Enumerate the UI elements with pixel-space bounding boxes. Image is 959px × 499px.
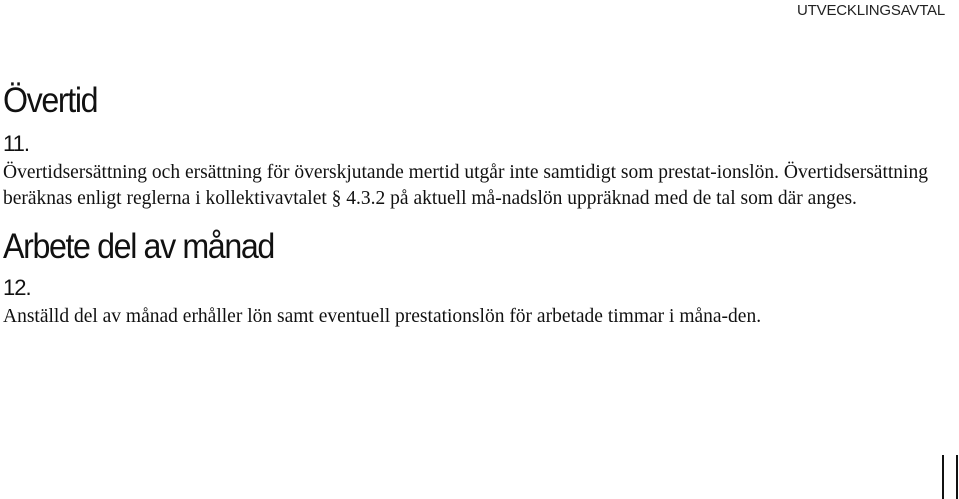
edge-mark — [956, 455, 958, 499]
document-body — [3, 80, 933, 330]
running-header: UTVECKLINGSAVTAL — [797, 2, 945, 19]
section-title: Arbete del av månad — [3, 227, 274, 266]
section-overtid — [3, 80, 933, 212]
paragraph-text: Anställd del av månad erhåller lön samt eventuell prestationslön för arbetade timmar i måna-den. — [3, 306, 762, 327]
paragraph-number: 11. — [3, 131, 29, 156]
paragraph-text: Övertidsersättning och ersättning för överskjutande mertid utgår inte samtidigt som prestat-ionslön. Övertidsersättning beräknas enligt reglerna i kollektivavtalet § 4.3.2 på aktuell må-nadslön uppräknad med de tal som där anges. — [3, 162, 928, 209]
paragraph-number: 12. — [3, 275, 31, 300]
section-title: Övertid — [3, 81, 98, 120]
edge-mark — [942, 455, 944, 499]
section-arbete-del-av-manad — [3, 226, 933, 330]
